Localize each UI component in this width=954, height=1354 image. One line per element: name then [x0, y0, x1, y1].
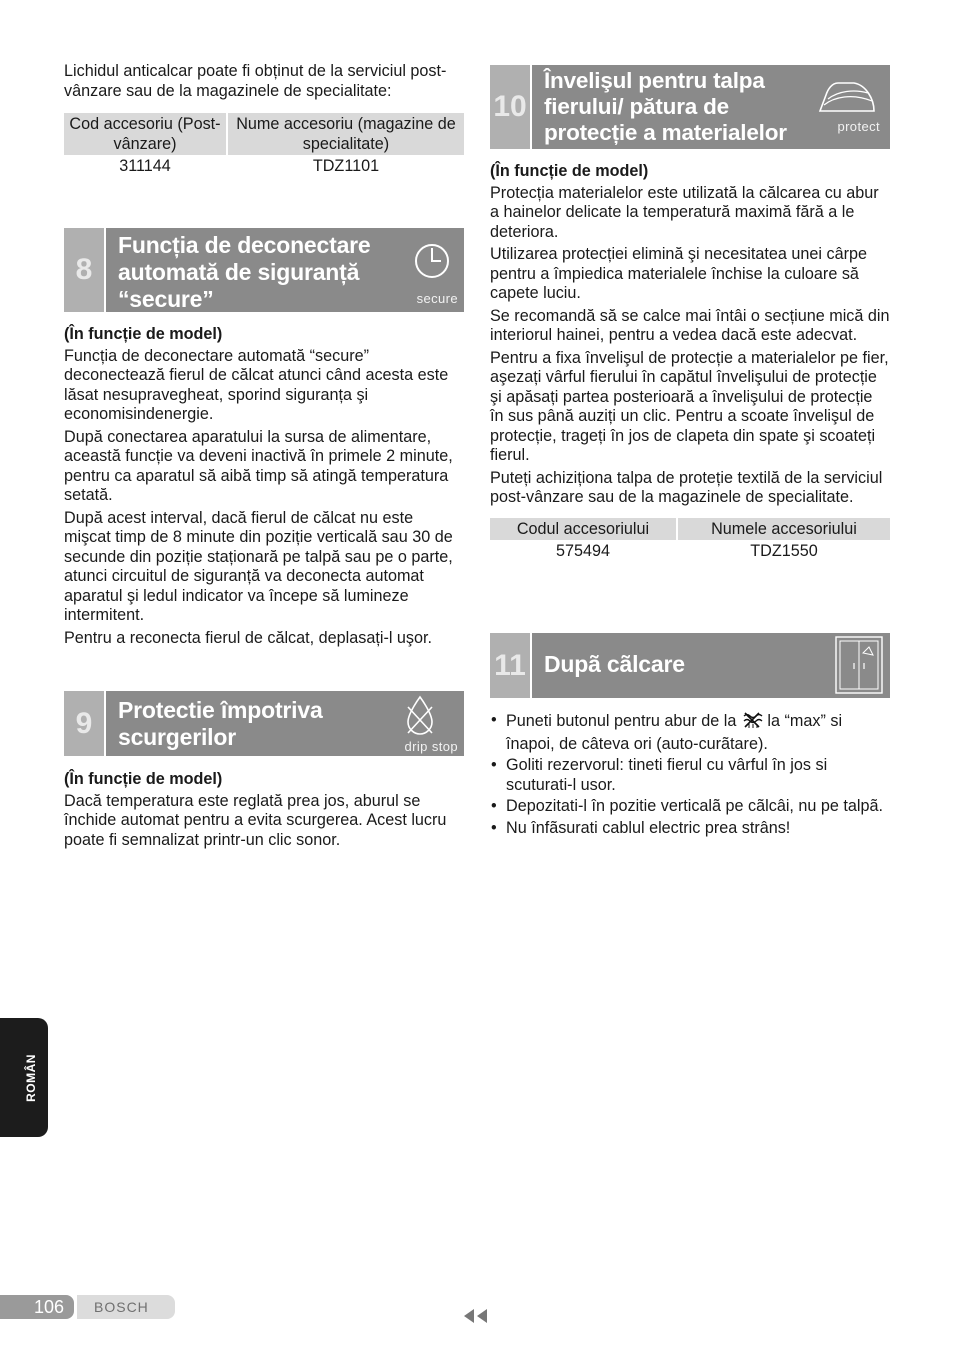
page-number: 106	[33, 1297, 64, 1317]
page-number-tab	[0, 1295, 74, 1319]
paragraph: Dacă temperatura este reglată prea jos, aburul se închide automat pentru a evita scurgerea. Acest lucru poate fi semnalizat printr-un clic sonor.	[64, 791, 447, 849]
paragraph: Pentru a reconecta fierul de călcat, deplasați-l uşor.	[64, 628, 433, 647]
table-cell-name: TDZ1550	[750, 542, 818, 560]
drip-stop-icon	[386, 691, 464, 756]
section-title: Protectie împotriva scurgerilor	[118, 697, 323, 750]
section-title: Dupã cãlcare	[544, 651, 685, 677]
section-number: 9	[64, 691, 106, 756]
list-item	[490, 711, 890, 754]
icon-label: protect	[837, 119, 880, 134]
accessory-table-protector	[488, 518, 892, 562]
left-column	[64, 62, 464, 177]
paragraph: Se recomandă să se calce mai întâi o secțiune mică din interiorul hainei, pentru a vedea dacă este adecvat.	[490, 306, 890, 344]
section-8-header	[64, 228, 464, 312]
section-11-header	[490, 633, 890, 698]
language-label: ROMÂN	[24, 1054, 38, 1102]
icon-label: secure	[416, 291, 458, 306]
no-steam-icon	[741, 711, 763, 735]
section-number: 8	[64, 228, 106, 312]
table-cell-name: TDZ1101	[312, 157, 380, 175]
wardrobe-icon	[828, 633, 890, 698]
section-number: 10	[490, 65, 532, 149]
list-item: • Goliti rezervorul: tineti fierul cu vârful în jos si scuturati-l usor.	[490, 756, 890, 795]
table-header-name: Nume accesoriu (magazine de specialitate)	[228, 113, 464, 155]
paragraph: Puteți achiziționa talpa de proteție textilă de la serviciul post-vânzare sau de la magazinele de specialitate.	[490, 468, 883, 506]
model-note: (În funcție de model)	[64, 325, 223, 343]
paragraph: Funcția de deconectare automată “secure” deconectează fierul de călcat atunci când acesta este lăsat nesupravegheat, sporind siguranța şi economisindenergie.	[64, 346, 449, 423]
table-cell-code: 575494	[555, 542, 611, 560]
iron-protect-icon	[808, 65, 890, 149]
section-title: Funcția de deconectare automată de siguranță “secure”	[118, 232, 371, 312]
list-text: Puneti butonul pentru abur de la	[506, 712, 741, 730]
model-note: (În funcție de model)	[490, 162, 649, 180]
icon-label: drip stop	[404, 739, 458, 754]
section-9-body	[64, 770, 464, 853]
section-10-body	[490, 162, 890, 562]
list-item: • Depozitati-l în pozitie verticalã pe cãlcâi, nu pe talpã.	[490, 797, 890, 817]
language-side-tab	[0, 1018, 48, 1137]
intro-text: Lichidul anticalcar poate fi obținut de la serviciul post-vânzare sau de la magazinele de specialitate:	[64, 62, 447, 100]
section-11-body	[490, 711, 890, 840]
brand-tab	[77, 1295, 175, 1319]
section-9-header	[64, 691, 464, 756]
section-10-header	[490, 65, 890, 149]
paragraph: Utilizarea protecției elimină şi necesitatea unei cârpe pentru a împiedica materialele închise la culoare să capete luciu.	[490, 245, 867, 302]
table-header-code: Codul accesoriului	[490, 518, 676, 541]
table-header-name: Numele accesoriului	[678, 518, 890, 541]
table-cell-code: 311144	[119, 157, 171, 175]
section-number: 11	[490, 633, 532, 698]
paragraph: Pentru a fixa învelişul de protecție a materialelor pe fier, aşezați vârful fierului în capătul învelişului de protecție şi apăsați partea posterioară a învelişului de protecție în sus până auziți un clic. Pentru a scoate învelişul de protecție, trageți în jos de clapeta din spate şi scoateți fierul.	[490, 348, 889, 464]
paragraph: După conectarea aparatului la sursa de alimentare, această funcție va deveni inactivă în primele 2 minute, pentru ca aparatul să aibă timp să atingă temperatura setată.	[64, 427, 453, 504]
model-note: (În funcție de model)	[64, 770, 223, 788]
rewind-icon[interactable]	[462, 1308, 490, 1329]
after-ironing-list	[490, 711, 890, 838]
table-header-code: Cod accesoriu (Post-vânzare)	[64, 113, 226, 155]
paragraph: Protecția materialelor este utilizată la călcarea cu abur a hainelor delicate la temperatură maximă fără a le deteriora.	[490, 183, 879, 241]
brand-name: BOSCH	[94, 1299, 149, 1315]
clock-icon	[386, 228, 464, 312]
paragraph: După acest interval, dacă fierul de călcat nu este mişcat timp de 8 minute din poziție verticală sau 30 de secunde din poziție staționară pe talpă sau pe o parte, atunci circuitul de siguranță va deconecta automat aparatul şi ledul indicator va începe să lumineze intermitent.	[64, 508, 453, 624]
list-text: la “max” si înapoi, de câteva ori (auto-curãtare).	[506, 712, 843, 753]
section-8-body	[64, 325, 464, 651]
accessory-table-descaler	[62, 113, 466, 177]
list-item: • Nu înfãsurati cablul electric prea strâns!	[490, 819, 890, 839]
section-title: Învelişul pentru talpa fierului/ pătura de protecție a materialelor	[544, 68, 787, 145]
